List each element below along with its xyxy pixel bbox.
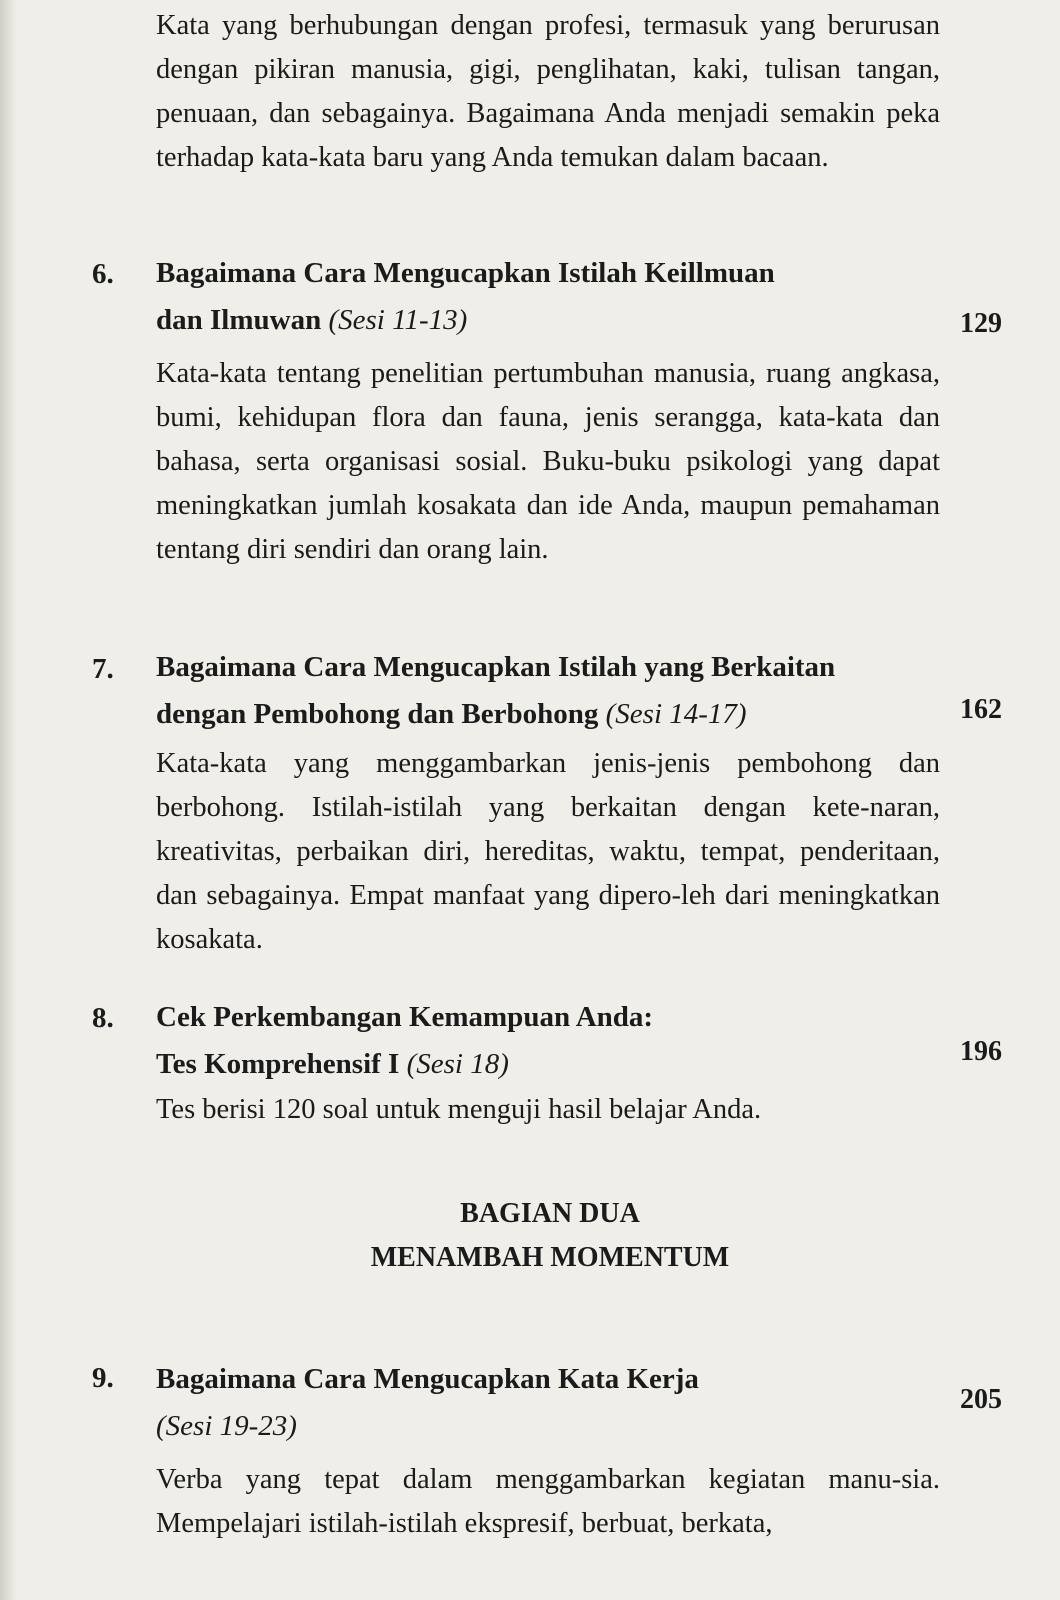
entry-title-line2: Tes Komprehensif I	[156, 1048, 400, 1080]
entry-title-line1: Bagaimana Cara Mengucapkan Istilah Keillmuan	[156, 257, 775, 289]
entry-description: Kata-kata tentang penelitian pertumbuhan manusia, ruang angkasa, bumi, kehidupan flora dan fauna, jenis serangga, kata-kata dan bahasa, serta organisasi sosial. Buku-buku psikologi yang dapat meningkatkan jumlah kosakata dan ide Anda, maupun pemahaman tentang diri sendiri dan orang lain.	[156, 358, 940, 565]
entry-title-line2: dengan Pembohong dan Berbohong	[156, 698, 599, 730]
part-title: MENAMBAH MOMENTUM	[370, 1242, 730, 1273]
entry-title[interactable]	[156, 1356, 936, 1450]
entry-title-line1: Bagaimana Cara Mengucapkan Kata Kerja	[156, 1363, 699, 1395]
entry-sesi: (Sesi 18)	[406, 1048, 509, 1080]
entry-title[interactable]	[156, 644, 936, 738]
entry-description: Verba yang tepat dalam menggambarkan kegiatan manu-sia. Mempelajari istilah-istilah ekspresif, berbuat, berkata,	[156, 1464, 940, 1539]
entry-description: Tes berisi 120 soal untuk menguji hasil belajar Anda.	[156, 1094, 762, 1125]
page-edge-shadow	[0, 0, 16, 1600]
entry-sesi: (Sesi 19-23)	[156, 1410, 297, 1442]
entry-description: Kata-kata yang menggambarkan jenis-jenis pembohong dan berbohong. Istilah-istilah yang berkaitan dengan kete-naran, kreativitas, perbaikan diri, hereditas, waktu, tempat, penderitaan, dan sebagainya. Empat manfaat yang dipero-leh dari meningkatkan kosakata.	[156, 748, 940, 955]
entry-title[interactable]	[156, 994, 936, 1088]
entry-number: 8.	[92, 1002, 114, 1034]
intro-paragraph: Kata yang berhubungan dengan profesi, termasuk yang berurusan dengan pikiran manusia, gigi, penglihatan, kaki, tulisan tangan, penuaan, dan sebagainya. Bagaimana Anda menjadi semakin peka terhadap kata-kata baru yang Anda temukan dalam bacaan.	[156, 10, 940, 173]
entry-number: 6.	[92, 258, 114, 290]
entry-number: 7.	[92, 653, 114, 685]
entry-page-number[interactable]: 162	[960, 694, 1002, 725]
entry-title-line2: dan Ilmuwan	[156, 304, 322, 336]
entry-page-number[interactable]: 205	[960, 1384, 1002, 1415]
entry-sesi: (Sesi 14-17)	[605, 698, 747, 730]
entry-title-line1: Bagaimana Cara Mengucapkan Istilah yang Berkaitan	[156, 651, 836, 683]
entry-number: 9.	[92, 1362, 114, 1394]
part-label: BAGIAN DUA	[460, 1198, 640, 1229]
entry-title[interactable]	[156, 250, 936, 344]
entry-page-number[interactable]: 196	[960, 1036, 1002, 1067]
entry-page-number[interactable]: 129	[960, 308, 1002, 339]
entry-sesi: (Sesi 11-13)	[328, 304, 468, 336]
entry-title-line1: Cek Perkembangan Kemampuan Anda:	[156, 1001, 654, 1033]
